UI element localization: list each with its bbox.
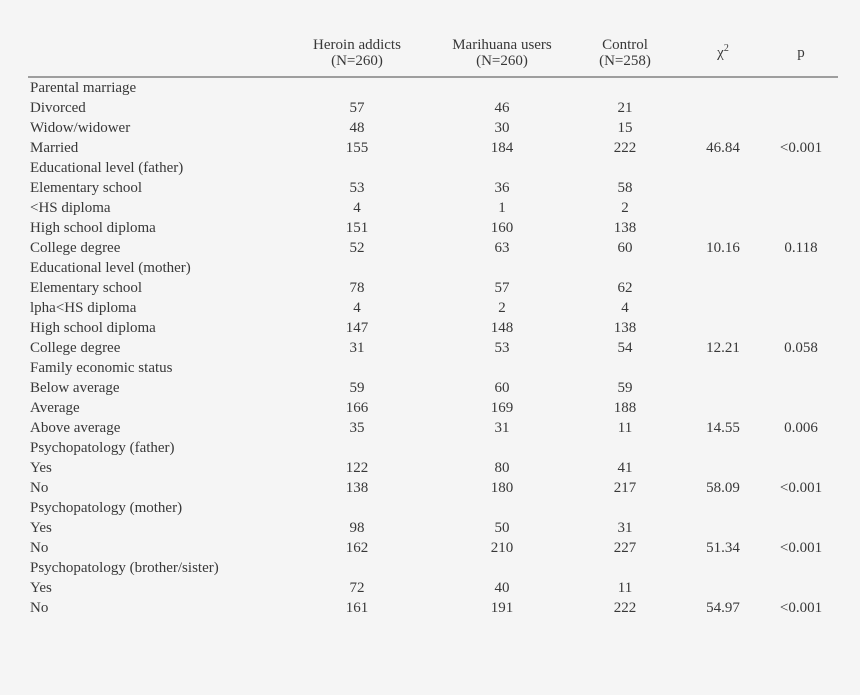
section-row (28, 498, 838, 518)
cell-heroin-addicts: 48 (349, 120, 365, 136)
cell-p-value (764, 398, 838, 418)
cell-marihuana-users (436, 158, 568, 178)
cell-p-value (764, 98, 838, 118)
row-label: No (30, 480, 49, 496)
cell-heroin-addicts: 161 (345, 600, 369, 616)
cell-heroin-addicts (278, 258, 436, 278)
table-row (28, 598, 838, 618)
cell-chi-squared: 46.84 (706, 140, 740, 156)
col-header-control (568, 33, 682, 77)
cell-chi-squared (682, 398, 764, 418)
chi-symbol: χ (717, 45, 724, 61)
cell-p-value (764, 578, 838, 598)
cell-marihuana-users: 30 (494, 120, 510, 136)
col-header-title: Control (602, 37, 648, 53)
cell-heroin-addicts: 52 (349, 240, 365, 256)
cell-marihuana-users: 80 (494, 460, 510, 476)
cell-heroin-addicts (278, 77, 436, 98)
cell-control: 54 (617, 340, 633, 356)
table-header (28, 33, 838, 77)
cell-control (568, 158, 682, 178)
p-symbol: p (797, 45, 805, 61)
cell-heroin-addicts: 53 (349, 180, 365, 196)
table-row (28, 538, 838, 558)
table-row (28, 578, 838, 598)
cell-heroin-addicts: 78 (349, 280, 365, 296)
cell-heroin-addicts: 4 (353, 300, 361, 316)
row-label: No (30, 600, 49, 616)
cell-chi-squared (682, 578, 764, 598)
table-row (28, 378, 838, 398)
cell-heroin-addicts: 166 (345, 400, 369, 416)
cell-control: 60 (617, 240, 633, 256)
cell-p-value (764, 77, 838, 98)
cell-p-value (764, 258, 838, 278)
cell-heroin-addicts: 122 (345, 460, 369, 476)
cell-control: 222 (613, 140, 637, 156)
table-row (28, 478, 838, 498)
cell-p-value (764, 118, 838, 138)
cell-control: 138 (613, 220, 637, 236)
table-row (28, 238, 838, 258)
cell-chi-squared: 51.34 (706, 540, 740, 556)
row-label: Yes (30, 460, 52, 476)
cell-p-value (764, 438, 838, 458)
cell-p-value (764, 498, 838, 518)
cell-chi-squared (682, 498, 764, 518)
col-header-title: Marihuana users (452, 37, 552, 53)
table-row (28, 418, 838, 438)
cell-marihuana-users (436, 77, 568, 98)
col-header-n: (N=258) (599, 53, 651, 69)
row-label: Divorced (30, 100, 86, 116)
table-row (28, 218, 838, 238)
cell-chi-squared (682, 98, 764, 118)
table-body (28, 77, 838, 618)
cell-heroin-addicts: 138 (345, 480, 369, 496)
row-label: Widow/widower (30, 120, 131, 136)
row-label: Parental marriage (30, 80, 137, 96)
cell-chi-squared (682, 558, 764, 578)
cell-marihuana-users: 169 (490, 400, 514, 416)
table-row (28, 198, 838, 218)
row-label: Elementary school (30, 180, 143, 196)
cell-heroin-addicts: 147 (345, 320, 369, 336)
table-row (28, 458, 838, 478)
col-header-n: (N=260) (331, 53, 383, 69)
section-row (28, 438, 838, 458)
cell-marihuana-users: 40 (494, 580, 510, 596)
cell-marihuana-users: 36 (494, 180, 510, 196)
section-row (28, 258, 838, 278)
row-label: lpha<HS diploma (30, 300, 137, 316)
cell-marihuana-users (436, 358, 568, 378)
cell-heroin-addicts: 72 (349, 580, 365, 596)
cell-heroin-addicts: 151 (345, 220, 369, 236)
cell-control: 21 (617, 100, 633, 116)
cell-heroin-addicts: 31 (349, 340, 365, 356)
cell-p-value (764, 378, 838, 398)
cell-heroin-addicts (278, 158, 436, 178)
cell-marihuana-users: 148 (490, 320, 514, 336)
cell-chi-squared: 10.16 (706, 240, 740, 256)
row-label: College degree (30, 340, 121, 356)
cell-chi-squared (682, 358, 764, 378)
cell-heroin-addicts (278, 498, 436, 518)
cell-control (568, 438, 682, 458)
cell-heroin-addicts: 155 (345, 140, 369, 156)
row-label: Below average (30, 380, 120, 396)
cell-p-value (764, 198, 838, 218)
cell-p-value (764, 278, 838, 298)
cell-control (568, 77, 682, 98)
cell-control: 31 (617, 520, 633, 536)
cell-marihuana-users: 60 (494, 380, 510, 396)
cell-chi-squared (682, 378, 764, 398)
cell-control: 11 (617, 420, 633, 436)
cell-p-value (764, 178, 838, 198)
cell-chi-squared (682, 77, 764, 98)
row-label: Yes (30, 580, 52, 596)
cell-marihuana-users (436, 498, 568, 518)
cell-chi-squared (682, 158, 764, 178)
cell-heroin-addicts (278, 438, 436, 458)
row-label: Average (30, 400, 80, 416)
cell-control: 217 (613, 480, 637, 496)
cell-marihuana-users: 191 (490, 600, 514, 616)
row-label: No (30, 540, 49, 556)
header-row (28, 33, 838, 77)
cell-marihuana-users: 2 (498, 300, 506, 316)
cell-marihuana-users: 210 (490, 540, 514, 556)
cell-chi-squared (682, 318, 764, 338)
table-row (28, 318, 838, 338)
row-label: Psychopatology (father) (30, 440, 175, 456)
cell-p-value: 0.118 (784, 240, 818, 256)
col-header-heroin-addicts (278, 33, 436, 77)
cell-chi-squared (682, 258, 764, 278)
cell-p-value: <0.001 (779, 540, 823, 556)
cell-control (568, 258, 682, 278)
table-row (28, 278, 838, 298)
cell-p-value (764, 458, 838, 478)
row-label: Yes (30, 520, 52, 536)
cell-marihuana-users: 57 (494, 280, 510, 296)
cell-control: 138 (613, 320, 637, 336)
row-label: Elementary school (30, 280, 143, 296)
cell-heroin-addicts: 162 (345, 540, 369, 556)
cell-control: 58 (617, 180, 633, 196)
cell-p-value: 0.058 (784, 340, 818, 356)
cell-heroin-addicts: 57 (349, 100, 365, 116)
cell-p-value: <0.001 (779, 600, 823, 616)
cell-marihuana-users: 180 (490, 480, 514, 496)
cell-control (568, 558, 682, 578)
row-label: <HS diploma (30, 200, 111, 216)
cell-control: 188 (613, 400, 637, 416)
cell-p-value (764, 558, 838, 578)
row-label: College degree (30, 240, 121, 256)
cell-chi-squared (682, 518, 764, 538)
table-row (28, 138, 838, 158)
row-label: Educational level (mother) (30, 260, 191, 276)
col-header-chi-squared (682, 33, 764, 77)
cell-chi-squared: 12.21 (706, 340, 740, 356)
cell-control: 227 (613, 540, 637, 556)
cell-marihuana-users (436, 438, 568, 458)
row-label-header (28, 33, 278, 77)
cell-chi-squared (682, 458, 764, 478)
cell-heroin-addicts: 98 (349, 520, 365, 536)
cell-heroin-addicts: 59 (349, 380, 365, 396)
cell-chi-squared: 14.55 (706, 420, 740, 436)
table-row (28, 298, 838, 318)
table-row (28, 98, 838, 118)
table-row (28, 398, 838, 418)
cell-control: 62 (617, 280, 633, 296)
row-label: High school diploma (30, 320, 156, 336)
cell-marihuana-users (436, 258, 568, 278)
col-header-n: (N=260) (476, 53, 528, 69)
section-row (28, 358, 838, 378)
statistics-table-container (28, 33, 838, 618)
cell-chi-squared (682, 198, 764, 218)
cell-chi-squared (682, 178, 764, 198)
cell-control: 59 (617, 380, 633, 396)
col-header-marihuana-users (436, 33, 568, 77)
statistics-table (28, 33, 838, 618)
cell-marihuana-users: 184 (490, 140, 514, 156)
cell-chi-squared (682, 438, 764, 458)
table-row (28, 338, 838, 358)
cell-marihuana-users: 160 (490, 220, 514, 236)
cell-marihuana-users (436, 558, 568, 578)
row-label: Married (30, 140, 79, 156)
cell-control (568, 358, 682, 378)
section-row (28, 77, 838, 98)
cell-p-value: <0.001 (779, 480, 823, 496)
cell-control: 222 (613, 600, 637, 616)
cell-p-value (764, 318, 838, 338)
cell-p-value: 0.006 (784, 420, 818, 436)
row-label: Family economic status (30, 360, 173, 376)
cell-p-value (764, 158, 838, 178)
cell-control: 11 (617, 580, 633, 596)
cell-marihuana-users: 53 (494, 340, 510, 356)
cell-heroin-addicts (278, 358, 436, 378)
section-row (28, 158, 838, 178)
cell-chi-squared (682, 118, 764, 138)
cell-control (568, 498, 682, 518)
cell-p-value (764, 218, 838, 238)
cell-heroin-addicts (278, 558, 436, 578)
row-label: High school diploma (30, 220, 156, 236)
cell-p-value (764, 298, 838, 318)
cell-control: 2 (621, 200, 629, 216)
cell-chi-squared: 54.97 (706, 600, 740, 616)
cell-heroin-addicts: 4 (353, 200, 361, 216)
table-row (28, 518, 838, 538)
cell-chi-squared: 58.09 (706, 480, 740, 496)
chi-exponent: 2 (723, 43, 729, 54)
cell-control: 15 (617, 120, 633, 136)
table-row (28, 178, 838, 198)
cell-p-value: <0.001 (779, 140, 823, 156)
cell-chi-squared (682, 218, 764, 238)
cell-chi-squared (682, 298, 764, 318)
col-header-p-value (764, 33, 838, 77)
cell-p-value (764, 358, 838, 378)
cell-marihuana-users: 63 (494, 240, 510, 256)
row-label: Educational level (father) (30, 160, 184, 176)
cell-p-value (764, 518, 838, 538)
table-row (28, 118, 838, 138)
row-label: Psychopatology (mother) (30, 500, 183, 516)
cell-marihuana-users: 31 (494, 420, 510, 436)
cell-heroin-addicts: 35 (349, 420, 365, 436)
cell-marihuana-users: 1 (498, 200, 506, 216)
col-header-title: Heroin addicts (313, 37, 401, 53)
row-label: Psychopatology (brother/sister) (30, 560, 219, 576)
section-row (28, 558, 838, 578)
cell-control: 41 (617, 460, 633, 476)
cell-chi-squared (682, 278, 764, 298)
cell-control: 4 (621, 300, 629, 316)
cell-marihuana-users: 50 (494, 520, 510, 536)
cell-marihuana-users: 46 (494, 100, 510, 116)
row-label: Above average (30, 420, 121, 436)
